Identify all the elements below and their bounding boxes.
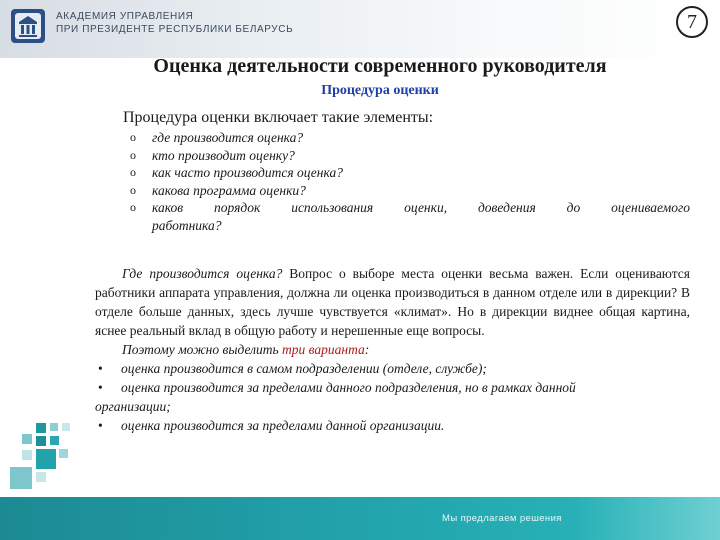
header-band xyxy=(0,0,720,58)
paragraph-text: Вопрос о выборе места оценки весьма важен. Если оцениваются работники аппарата управления, должна ли оценка производиться в данном отделе или в дирекции? В отделе больше данных, здесь лучше чувствуется «климат». Но в дирекции виднее общая картина, яснее реальный вклад в общую работу и нерешенные еще вопросы. xyxy=(95,266,690,338)
circle-bullet-icon: o xyxy=(130,200,136,214)
paragraph-text: Поэтому можно выделить xyxy=(122,342,283,357)
circle-bullet-icon: o xyxy=(130,182,136,197)
paragraph-text: : xyxy=(364,342,370,357)
org-line-1: АКАДЕМИЯ УПРАВЛЕНИЯ xyxy=(56,11,194,22)
question-text-cont: работника? xyxy=(152,217,222,233)
list-item xyxy=(130,199,690,234)
list-item xyxy=(130,129,690,147)
paragraph xyxy=(95,264,690,340)
decor-square xyxy=(36,423,46,433)
bullet-icon: • xyxy=(98,361,103,376)
body-text xyxy=(95,264,690,435)
slide-title: Оценка деятельности современного руководителя xyxy=(153,55,607,77)
decor-square xyxy=(36,472,46,482)
decor-square xyxy=(36,436,46,446)
intro-text: Процедура оценки включает такие элементы: xyxy=(123,109,434,126)
decor-square xyxy=(22,434,32,444)
variant-text: оценка производится за пределами данной организации. xyxy=(121,418,445,433)
list-item xyxy=(130,164,690,182)
question-list xyxy=(130,129,690,234)
variant-text: оценка производится в самом подразделении (отделе, службе); xyxy=(121,361,487,376)
variant-list xyxy=(95,359,690,435)
list-item xyxy=(95,359,690,378)
bullet-icon: • xyxy=(98,418,103,433)
question-text: каков порядок использования оценки, доведения до оцениваемого xyxy=(152,200,690,215)
footer-band xyxy=(0,497,720,540)
lead-question: Где производится оценка? xyxy=(122,266,283,281)
question-text: где производится оценка? xyxy=(152,130,304,145)
question-text: кто производит оценку? xyxy=(152,147,295,163)
decor-square xyxy=(22,450,32,460)
slide-subtitle: Процедура оценки xyxy=(321,83,439,98)
decor-square xyxy=(10,467,32,489)
variant-text: оценка производится за пределами данного подразделения, но в рамках данной xyxy=(121,380,576,395)
footer-slogan: Мы предлагаем решения xyxy=(442,513,562,524)
highlight-text: три варианта xyxy=(282,342,365,357)
question-text: какова программа оценки? xyxy=(152,182,306,198)
page-number-badge: 7 xyxy=(676,6,708,38)
academy-emblem-icon xyxy=(10,8,46,44)
organization-name xyxy=(56,10,293,36)
paragraph xyxy=(95,340,690,359)
decor-square xyxy=(50,423,58,431)
list-item xyxy=(130,147,690,165)
list-item xyxy=(95,416,690,435)
decor-square xyxy=(59,449,68,458)
decor-square xyxy=(50,436,59,445)
question-text: как часто производится оценка? xyxy=(152,165,343,180)
decor-square xyxy=(62,423,70,431)
circle-bullet-icon: o xyxy=(130,165,136,179)
variant-text-cont: организации; xyxy=(95,399,171,414)
decor-square xyxy=(36,449,56,469)
list-item xyxy=(95,378,690,416)
bullet-icon: • xyxy=(98,380,103,395)
circle-bullet-icon: o xyxy=(130,130,136,144)
org-line-2: ПРИ ПРЕЗИДЕНТЕ РЕСПУБЛИКИ БЕЛАРУСЬ xyxy=(56,24,294,35)
circle-bullet-icon: o xyxy=(130,147,136,162)
list-item xyxy=(130,182,690,200)
